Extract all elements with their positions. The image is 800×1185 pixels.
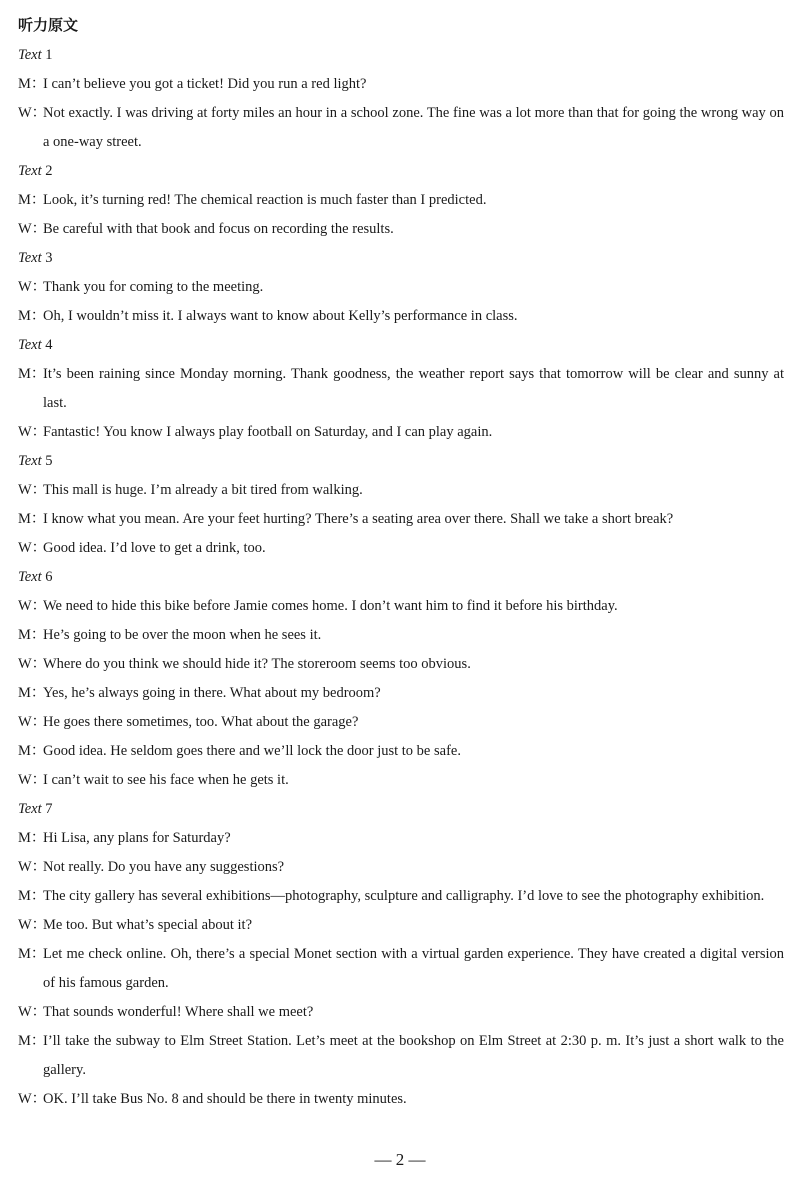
dialogue-text: I’ll take the subway to Elm Street Station. Let’s meet at the bookshop on Elm Street at 2:30 p. m. It’s just a short walk to the gallery. — [43, 1033, 784, 1078]
speaker-label: M： — [18, 76, 46, 92]
speaker-label: W： — [18, 424, 47, 440]
speaker-label: M： — [18, 685, 46, 701]
speaker-label: W： — [18, 772, 47, 788]
section-heading — [18, 157, 784, 186]
section-label: Text — [18, 250, 42, 266]
dialogue-line — [18, 360, 784, 418]
dialogue-text: I know what you mean. Are your feet hurting? There’s a seating area over there. Shall we take a short break? — [43, 511, 674, 527]
section-number: 2 — [45, 163, 53, 179]
section-heading — [18, 244, 784, 273]
dialogue-line — [18, 592, 784, 621]
speaker-label: W： — [18, 279, 47, 295]
section-label: Text — [18, 337, 42, 353]
dialogue-text: He goes there sometimes, too. What about the garage? — [43, 714, 359, 730]
dialogue-text: Me too. But what’s special about it? — [43, 917, 253, 933]
section-number: 5 — [45, 453, 53, 469]
dialogue-line — [18, 273, 784, 302]
section-label: Text — [18, 453, 42, 469]
dialogue-line — [18, 99, 784, 157]
dialogue-line — [18, 650, 784, 679]
page-number: — 2 — — [374, 1150, 426, 1169]
dialogue-line — [18, 302, 784, 331]
dialogue-line — [18, 940, 784, 998]
section-label: Text — [18, 163, 42, 179]
dialogue-line — [18, 476, 784, 505]
dialogue-line — [18, 621, 784, 650]
dialogue-text: Yes, he’s always going in there. What about my bedroom? — [43, 685, 381, 701]
dialogue-text: The city gallery has several exhibitions—photography, sculpture and calligraphy. I’d love to see the photography exhibition. — [43, 888, 765, 904]
dialogue-line — [18, 679, 784, 708]
dialogue-text: OK. I’ll take Bus No. 8 and should be there in twenty minutes. — [43, 1091, 407, 1107]
section-number: 3 — [45, 250, 53, 266]
dialogue-text: Good idea. He seldom goes there and we’ll lock the door just to be safe. — [43, 743, 461, 759]
dialogue-text: Where do you think we should hide it? The storeroom seems too obvious. — [43, 656, 471, 672]
section-number: 4 — [45, 337, 53, 353]
dialogue-text: This mall is huge. I’m already a bit tired from walking. — [43, 482, 363, 498]
dialogue-line — [18, 911, 784, 940]
speaker-label: W： — [18, 859, 47, 875]
section-heading — [18, 563, 784, 592]
speaker-label: M： — [18, 830, 46, 846]
section-heading — [18, 795, 784, 824]
section-label: Text — [18, 47, 42, 63]
dialogue-text: Let me check online. Oh, there’s a special Monet section with a virtual garden experience. They have created a digital version of his famous garden. — [43, 946, 784, 991]
transcript-page — [18, 12, 784, 1114]
speaker-label: M： — [18, 627, 46, 643]
speaker-label: W： — [18, 714, 47, 730]
speaker-label: W： — [18, 1091, 47, 1107]
speaker-label: M： — [18, 946, 46, 962]
dialogue-text: Oh, I wouldn’t miss it. I always want to know about Kelly’s performance in class. — [43, 308, 518, 324]
dialogue-text: Hi Lisa, any plans for Saturday? — [43, 830, 231, 846]
dialogue-line — [18, 1085, 784, 1114]
dialogue-line — [18, 505, 784, 534]
speaker-label: M： — [18, 308, 46, 324]
dialogue-line — [18, 882, 784, 911]
speaker-label: M： — [18, 192, 46, 208]
dialogue-text: Not exactly. I was driving at forty miles an hour in a school zone. The fine was a lot more than that for going the wrong way on a one-way street. — [43, 105, 784, 150]
speaker-label: W： — [18, 482, 47, 498]
speaker-label: W： — [18, 917, 47, 933]
dialogue-text: That sounds wonderful! Where shall we meet? — [43, 1004, 314, 1020]
section-heading — [18, 41, 784, 70]
dialogue-line — [18, 418, 784, 447]
section-heading — [18, 331, 784, 360]
dialogue-text: Not really. Do you have any suggestions? — [43, 859, 285, 875]
dialogue-text: He’s going to be over the moon when he sees it. — [43, 627, 322, 643]
speaker-label: M： — [18, 888, 46, 904]
dialogue-line — [18, 708, 784, 737]
dialogue-line — [18, 824, 784, 853]
speaker-label: M： — [18, 743, 46, 759]
section-label: Text — [18, 801, 42, 817]
speaker-label: W： — [18, 540, 47, 556]
dialogue-text: We need to hide this bike before Jamie comes home. I don’t want him to find it before his birthday. — [43, 598, 618, 614]
transcript-sections — [18, 41, 784, 1114]
dialogue-line — [18, 215, 784, 244]
section-number: 1 — [45, 47, 53, 63]
dialogue-line — [18, 186, 784, 215]
dialogue-line — [18, 766, 784, 795]
dialogue-text: Fantastic! You know I always play football on Saturday, and I can play again. — [43, 424, 493, 440]
speaker-label: W： — [18, 221, 47, 237]
dialogue-line — [18, 534, 784, 563]
speaker-label: W： — [18, 1004, 47, 1020]
dialogue-text: Thank you for coming to the meeting. — [43, 279, 264, 295]
dialogue-text: It’s been raining since Monday morning. Thank goodness, the weather report says that tomorrow will be clear and sunny at last. — [43, 366, 784, 411]
section-heading — [18, 447, 784, 476]
dialogue-text: I can’t believe you got a ticket! Did you run a red light? — [43, 76, 367, 92]
dialogue-text: Be careful with that book and focus on recording the results. — [43, 221, 394, 237]
dialogue-line — [18, 737, 784, 766]
section-number: 7 — [45, 801, 53, 817]
dialogue-line — [18, 853, 784, 882]
speaker-label: M： — [18, 511, 46, 527]
dialogue-line — [18, 1027, 784, 1085]
speaker-label: M： — [18, 1033, 46, 1049]
dialogue-text: I can’t wait to see his face when he gets it. — [43, 772, 289, 788]
section-number: 6 — [45, 569, 53, 585]
speaker-label: W： — [18, 656, 47, 672]
speaker-label: M： — [18, 366, 46, 382]
speaker-label: W： — [18, 598, 47, 614]
section-label: Text — [18, 569, 42, 585]
dialogue-text: Look, it’s turning red! The chemical reaction is much faster than I predicted. — [43, 192, 487, 208]
page-title: 听力原文 — [18, 16, 79, 34]
dialogue-text: Good idea. I’d love to get a drink, too. — [43, 540, 266, 556]
dialogue-line — [18, 998, 784, 1027]
speaker-label: W： — [18, 105, 47, 121]
dialogue-line — [18, 70, 784, 99]
